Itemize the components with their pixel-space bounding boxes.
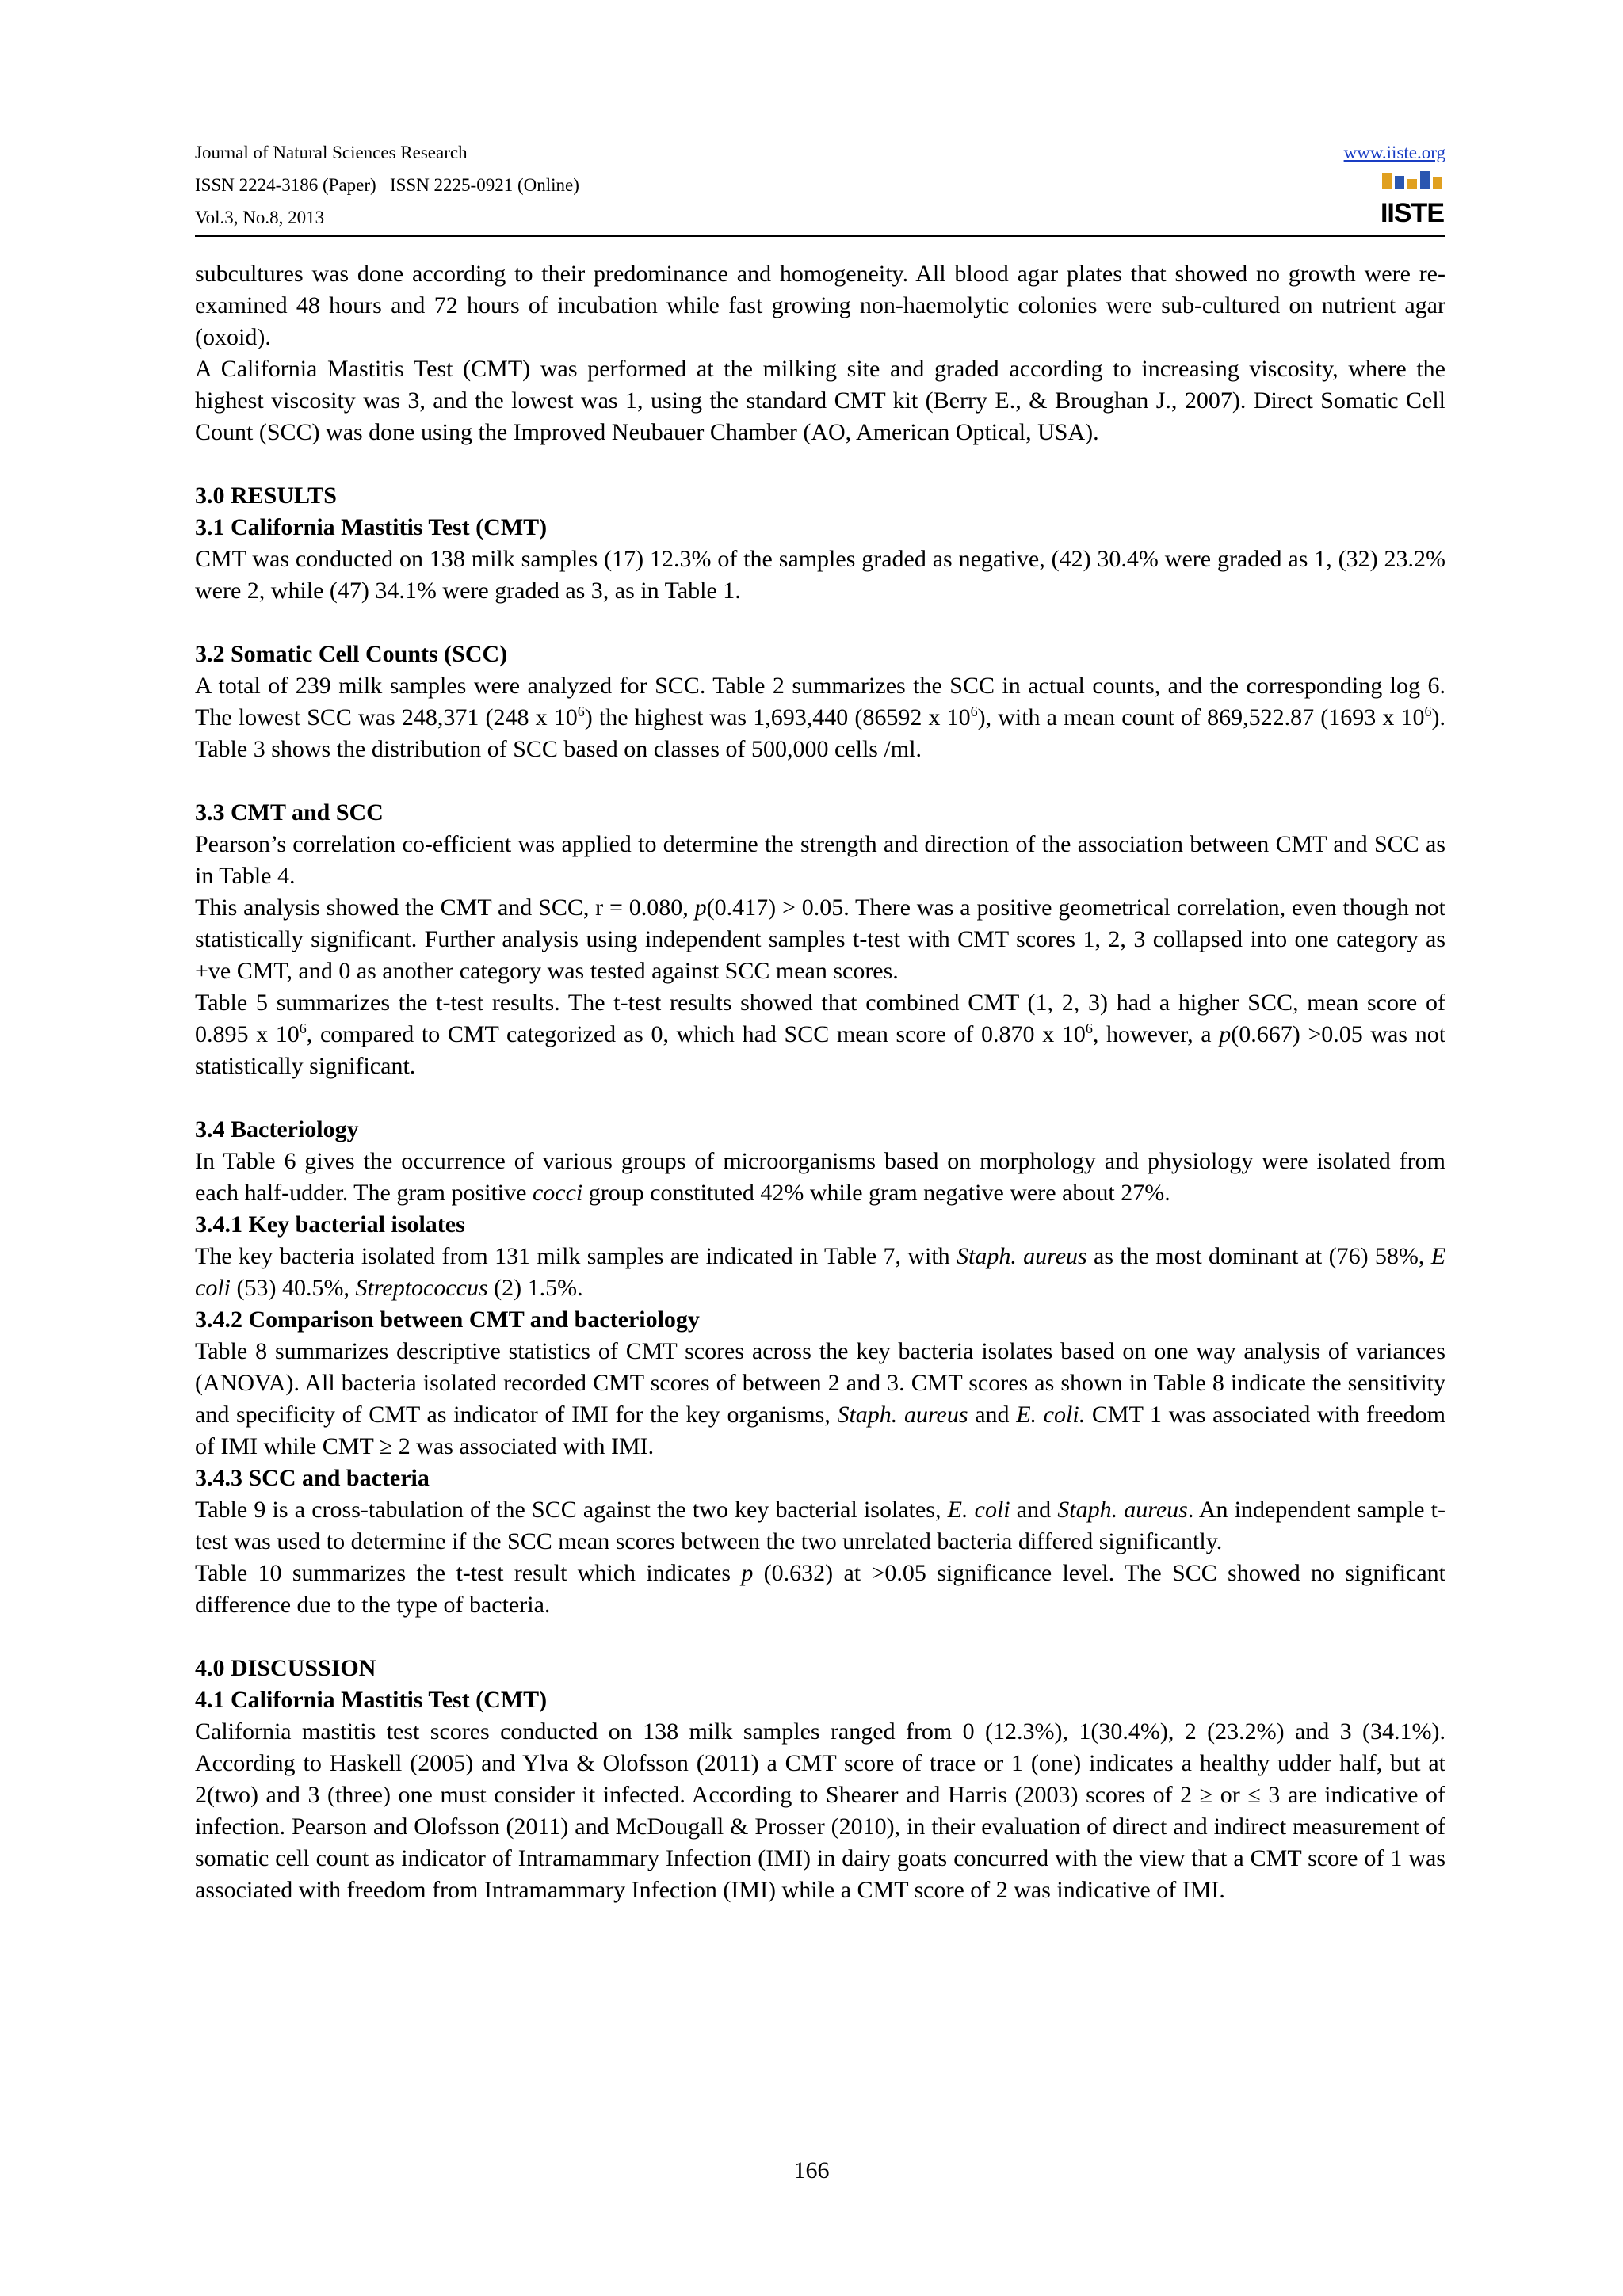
paragraph: The key bacteria isolated from 131 milk samples are indicated in Table 7, with Staph. aureus as the most dominant at (76) 58%, E coli (53) 40.5%, Streptococcus (2) 1.5%. — [195, 1243, 1446, 1301]
paragraph: Table 8 summarizes descriptive statistics of CMT scores across the key bacteria isolates based on one way analysis of variances (ANOVA). All bacteria isolated recorded CMT scores of between 2 and 3. CMT scores as shown in Table 8 indicate the sensitivity and specificity of CMT as indicator of IMI for the key organisms, Staph. aureus and E. coli. CMT 1 was associated with freedom of IMI while CMT ≥ 2 was associated with IMI. — [195, 1338, 1445, 1459]
paragraph: A total of 239 milk samples were analyzed for SCC. Table 2 summarizes the SCC in actual counts, and the corresponding log 6. The lowest SCC was 248,371 (248 x $10^6$) the highest was 1,693,440 (86592 x $10^6$), with a mean count of 869,522.87 (1693 x $10^6$). Table 3 shows the distribution of SCC based on classes of 500,000 cells /ml. — [195, 673, 1445, 762]
journal-name: Journal of Natural Sciences Research — [195, 143, 468, 162]
paragraph: subcultures was done according to their predominance and homogeneity. All blood agar plates that showed no growth were re-examined 48 hours and 72 hours of incubation while fast growing non-haemolytic colonies were sub-cultured on nutrient agar (oxoid). — [195, 261, 1445, 350]
issn-line: ISSN 2224-3186 (Paper) ISSN 2225-0921 (Online) — [195, 175, 579, 195]
paragraph: Table 9 is a cross-tabulation of the SCC against the two key bacterial isolates, E. coli and Staph. aureus. An independent sample t-test was used to determine if the SCC mean scores between the two unrelated bacteria differed significantly. — [195, 1497, 1445, 1554]
subsubsection-heading: 3.4.2 Comparison between CMT and bacteriology — [195, 1306, 700, 1333]
paragraph: Table 10 summarizes the t-test result which indicates p (0.632) at >0.05 significance level. The SCC showed no significant difference due to the type of bacteria. — [195, 1560, 1445, 1618]
subsection-heading: 3.1 California Mastitis Test (CMT) — [195, 514, 548, 540]
subsection-heading: 3.4 Bacteriology — [195, 1116, 359, 1142]
subsection-heading: 4.1 California Mastitis Test (CMT) — [195, 1687, 548, 1713]
paragraph: Pearson’s correlation co-efficient was applied to determine the strength and direction of the association between CMT and SCC as in Table 4. — [195, 831, 1445, 889]
paragraph: In Table 6 gives the occurrence of various groups of microorganisms based on morphology and physiology were isolated from each half-udder. The gram positive cocci group constituted 42% while gram negative were about 27%. — [195, 1148, 1445, 1206]
journal-url-link[interactable]: www.iiste.org — [1343, 143, 1445, 162]
paragraph: This analysis showed the CMT and SCC, r = 0.080, p(0.417) > 0.05. There was a positive geometrical correlation, even though not statistically significant. Further analysis using independent samples t-test with CMT scores 1, 2, 3 collapsed into one category as +ve CMT, and 0 as another category was tested against SCC mean scores. — [195, 894, 1445, 984]
article-body — [195, 258, 1445, 1906]
logo-text: IISTE — [1380, 198, 1445, 228]
header-rule — [195, 235, 1445, 237]
subsection-heading: 3.3 CMT and SCC — [195, 799, 384, 826]
paragraph: CMT was conducted on 138 milk samples (17) 12.3% of the samples graded as negative, (42) 30.4% were graded as 1, (32) 23.2% were 2, while (47) 34.1% were graded as 3, as in Table 1. — [195, 546, 1445, 604]
subsubsection-heading: 3.4.3 SCC and bacteria — [195, 1465, 430, 1491]
running-header — [195, 136, 579, 234]
iiste-logo — [1379, 170, 1445, 228]
section-heading: 4.0 DISCUSSION — [195, 1655, 376, 1681]
subsubsection-heading: 3.4.1 Key bacterial isolates — [195, 1211, 465, 1238]
page-number: 166 — [793, 2157, 830, 2183]
subsection-heading: 3.2 Somatic Cell Counts (SCC) — [195, 641, 508, 667]
section-heading: 3.0 RESULTS — [195, 482, 337, 509]
paragraph: A California Mastitis Test (CMT) was performed at the milking site and graded according to increasing viscosity, where the highest viscosity was 3, and the lowest was 1, using the standard CMT kit (Berry E., & Broughan J., 2007). Direct Somatic Cell Count (SCC) was done using the Improved Neubauer Chamber (AO, American Optical, USA). — [195, 356, 1445, 445]
paragraph: Table 5 summarizes the t-test results. The t-test results showed that combined CMT (1, 2, 3) had a higher SCC, mean score of 0.895 x $10^6$, compared to CMT categorized as 0, which had SCC mean score of 0.870 x $10^6$, however, a p(0.667) >0.05 was not statistically significant. — [195, 990, 1446, 1079]
volume-line: Vol.3, No.8, 2013 — [195, 208, 325, 227]
paragraph: California mastitis test scores conducted on 138 milk samples ranged from 0 (12.3%), 1(30.4%), 2 (23.2%) and 3 (34.1%). According to Haskell (2005) and Ylva & Olofsson (2011) a CMT score of trace or 1 (one) indicates a healthy udder half, but at 2(two) and 3 (three) one must consider it infected. According to Shearer and Harris (2003) scores of 2 ≥ or ≤ 3 are indicative of infection. Pearson and Olofsson (2011) and McDougall & Prosser (2010), in their evaluation of direct and indirect measurement of somatic cell count as indicator of Intramammary Infection (IMI) in dairy goats concurred with the view that a CMT score of 1 was associated with freedom from Intramammary Infection (IMI) while a CMT score of 2 was indicative of IMI. — [195, 1718, 1445, 1903]
